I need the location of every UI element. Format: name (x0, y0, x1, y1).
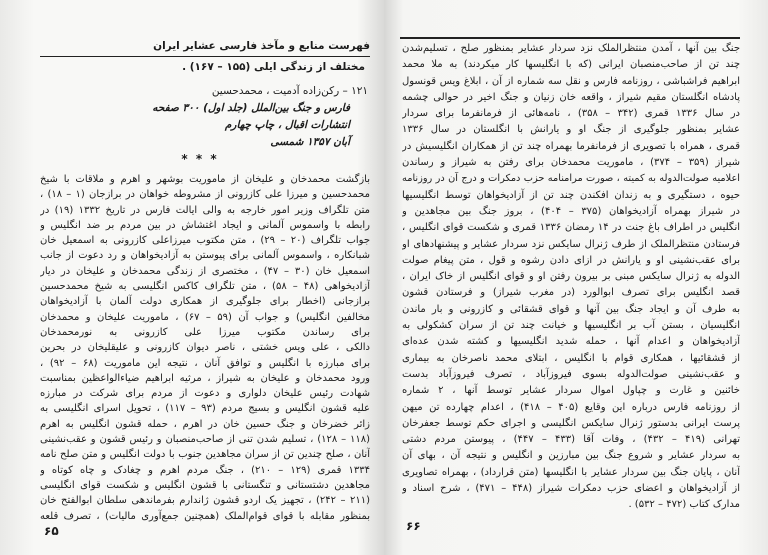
entry-date: آبان ۱۳۵۷ شمسی (270, 136, 350, 148)
text-line: برای رساندن مکتوب میرزا علی کازرونی به نورمحمدخان (40, 326, 370, 338)
text-line: فرستادن منتظرالملک از طرف ژنرال سایکس نزد سردار عشایر و پیشنهادهای او (402, 238, 740, 250)
page-number: ۶۶ (406, 519, 421, 533)
text-line: الدوله به ژنرال سایکس مبنی بر بیرون رفتن او و قوای انگلیس از خاک ایران ، (402, 271, 740, 283)
text-line: بمنظور مقابله با قوای قوام‌الملک (همچنین جمع‌آوری مالیات) ، تصرف قلعه (40, 510, 370, 522)
text-line: آزادیخواهی (۴۸ – ۵۸) ، متن تلگراف کاکس انگلیسی به شیخ محمدحسین (40, 281, 370, 293)
text-line: پرست ایرانی بدستور ژنرال سایکس انگلیسی و اجرای حکم توسط جعفرخان (402, 417, 740, 429)
text-line: برای مبارزه با انگلیس و توافق آنان ، نتیجه این ماموریت (۶۸ – ۹۲) ، (40, 357, 370, 369)
text-line: آنان ، پایان جنگ بین سردار عشایر با انگلیسها (متن قرارداد) ، بهمراه تصاویری (402, 466, 740, 478)
text-line: متن تلگراف وزیر امور خارجه به والی ایالت فارس در تاریخ ۱۳۳۲ (۱۹) در (40, 204, 370, 216)
header-rule (40, 56, 370, 57)
text-line: پادشاه انگلستان مقیم شیراز ، واقعه خان زنیان و جنگ اخیر در حوالی چشمه (402, 91, 740, 103)
text-line: حیوه ، دستگیری و به زندان افکندن چند تن از آزادیخواهان توسط انگلیسیها (402, 189, 740, 201)
text-line: خائنین و غارت و چپاول اموال سردار عشایر توسط آنها ، ۲ شماره (402, 385, 740, 397)
text-line: و عقب‌نشینی صولت‌الدوله بسوی فیروزآباد ، تصرف فیروزآباد بدست (402, 368, 740, 380)
text-line: از آزادیخواهان و اعضای حزب دمکرات شیراز (۴۴۸ – ۴۷۱) ، شرح اسناد و (402, 483, 740, 495)
text-line: مخالفین انگلیس) و جواب آن (۵۹ – ۶۷) ، ماموریت علیخان و محمدخان (40, 311, 370, 323)
text-line: ابراهیم فراشباشی ، روزنامه فارس و نقل سه شماره از آن ، ابلاغ ویس قونسول (402, 75, 740, 87)
text-line: تهرانی (۴۱۹ – ۴۳۲) ، وفات آقا (۴۳۳ – ۴۴۷) ، پیوستن مردم دشتی (402, 434, 740, 446)
intro-line: مختلف از زندگی ایلی (۱۵۵ – ۱۶۷) . (182, 61, 365, 73)
text-line: شیراز (۳۵۹ – ۳۷۴) ، ماموریت محمدخان برای رفتن به شیراز و رساندن (402, 157, 740, 169)
text-line: رابطه با واسموس آلمانی و ایجاد اغتشاش در بین مردم بر ضد انگلیس و (40, 219, 370, 231)
text-line: ورود محمدخان و علیخان به شیراز ، مرثیه ابراهیم ضیاءالواعظین بمناسبت (40, 372, 370, 384)
text-line: (۲۱۱ – ۲۴۲) ، تجهیز یک اردو قشون ژاندارم بفرماندهی سلطان ابوالفتح خان (40, 495, 370, 507)
text-line: مجاهدین دشتستانی و تنگستانی با قشون انگلیس و شکست قوای انگلیسی (40, 479, 370, 491)
text-line: برازجانی (اخطار برای جلوگیری از همکاری دولت آلمان با آزادیخواهان (40, 296, 370, 308)
text-line: شبانکاره ، واسموس آلمانی برای پیوستن به آزادیخواهان و رد دعوت از جانب (40, 250, 370, 262)
text-line: اعلامیه صولت‌الدوله به کمیته ، صورت مرامنامه حزب دمکرات و درج آن در روزنامه (402, 173, 740, 185)
text-line: قصد انگلیس برای تصرف ابوالورد (در مغرب شیراز) و فرستادن قشون (402, 287, 740, 299)
text-line: قمری ، همراه با تصویری از فرمانفرما بهمراه چند تن از همکاران انگلیسیش در (402, 140, 740, 152)
text-line: زائر خضرخان و جنگ حسین خان در اهرم ، حمله قشون انگلیس به اهرم (40, 418, 370, 430)
running-header: فهرست منابع و مآخذ فارسی عشایر ایران (153, 40, 370, 52)
section-separator: * * * (181, 152, 219, 166)
text-line: مدارک کتاب (۴۷۲ – ۵۳۲) . (628, 499, 740, 511)
text-line: انگلیس در اطراف باغ جنت در ۱۴ رمضان ۱۳۳۶ قمری و شکست قوای انگلیس ، (402, 222, 740, 234)
text-line: دالکی ، علی ویس خشتی ، ناصر دیوان کازرونی و علیقلیخان در بحرین (40, 342, 370, 354)
text-line: آزادیخواهان و اعدام آنها ، حمله شدید انگلیسیها و کشته شدن عده‌ای (402, 336, 740, 348)
text-line: محمدحسین و میرزا علی کازرونی از مشروطه خواهان در برازجان (۱ – ۱۸) ، (40, 189, 370, 201)
text-line: از قشقائیها ، همکاری قوام با انگلیس ، ابتلای محمد ناصرخان به بیماری (402, 352, 740, 364)
page-number: ۶۵ (44, 524, 59, 538)
text-line: در سال ۱۳۳۶ قمری (۳۴۲ – ۳۵۸) ، نامه‌هائی از فرمانفرما برای سردار (402, 108, 740, 120)
right-page-body (402, 41, 740, 514)
text-line: عشایر بمنظور جلوگیری از جنگ او و یارانش با انگلستان در سال ۱۳۳۶ (402, 124, 740, 136)
left-page-body (40, 172, 370, 524)
text-line: چند تن از صاحب‌منصبان ایرانی (که با انگلیسها کار میکردند) به ملا محمد (402, 59, 740, 71)
text-line: شهادت رئیس علیخان دلواری و دعوت از مردم برای شرکت در مبارزه (40, 388, 370, 400)
text-line: علیه قشون انگلیس و بسیج مردم (۹۳ – ۱۱۷) ، تحویل اسرای انگلیسی به (40, 403, 370, 415)
text-line: به سردار عشایر و شروع جنگ بین مبارزین و انگلیس و نتیجه آن ، بهای آن (402, 450, 740, 462)
top-rule (400, 37, 740, 39)
text-line: جواب تلگراف (۲۰ – ۲۹) ، متن مکتوب میرزاعلی کازرونی به اسمعیل خان (40, 235, 370, 247)
text-line: آنان ، صلح چندین تن از سران مجاهدین جنوب با دولت انگلیس و متن صلح نامه (40, 449, 370, 461)
text-line: از روزنامه فارس درباره این وقایع (۴۰۵ – ۴۱۸) ، اعدام چهارده تن میهن (402, 401, 740, 413)
right-page (384, 0, 768, 555)
entry-publisher: انتشارات اقبال ، چاپ چهارم (224, 119, 350, 131)
text-line: جنگ بین آنها ، آمدن منتظرالملک نزد سردار عشایر بمنظور صلح ، تسلیم‌شدن (402, 43, 740, 54)
text-line: به طرف آن و ایجاد جنگ بین آنها و قوای قشقائی و کازرونی و بار ماندن (402, 303, 740, 315)
text-line: بازگشت محمدخان و علیخان از ماموریت بوشهر و اهرم و ملاقات با شیخ (40, 174, 370, 185)
text-line: برای عقب‌نشینی او و یارانش در ازای دادن رشوه و قول ، متن پیغام صولت (402, 254, 740, 266)
text-line: اسمعیل خان (۳۰ – ۴۷) ، مختصری از زندگی محمدخان و علیخان در دیار (40, 265, 370, 277)
text-line: در شیراز بهمراه آزادیخواهان (۳۷۵ – ۴۰۴) ، بروز جنگ بین مجاهدین و (402, 205, 740, 217)
entry-title: فارس و جنگ بین‌الملل (جلد اول) ۳۰۰ صفحه (152, 102, 350, 114)
text-line: (۱۱۸ – ۱۲۸) ، تسلیم شدن تنی از صاحب‌منصبان و رئیس قشون و عقب‌نشینی (40, 434, 370, 446)
text-line: ۱۳۳۴ قمری (۱۲۹ – ۲۱۰) ، جنگ مردم اهرم و چغادک و چاه کوتاه و (40, 464, 370, 476)
entry-number-author: ۱۲۱ – رکن‌زاده آدمیت ، محمدحسین (211, 85, 368, 97)
text-line: انگلیسیان ، بستن آب بر انگلیسیها و خیانت چند تن از سران کشکولی به (402, 320, 740, 332)
